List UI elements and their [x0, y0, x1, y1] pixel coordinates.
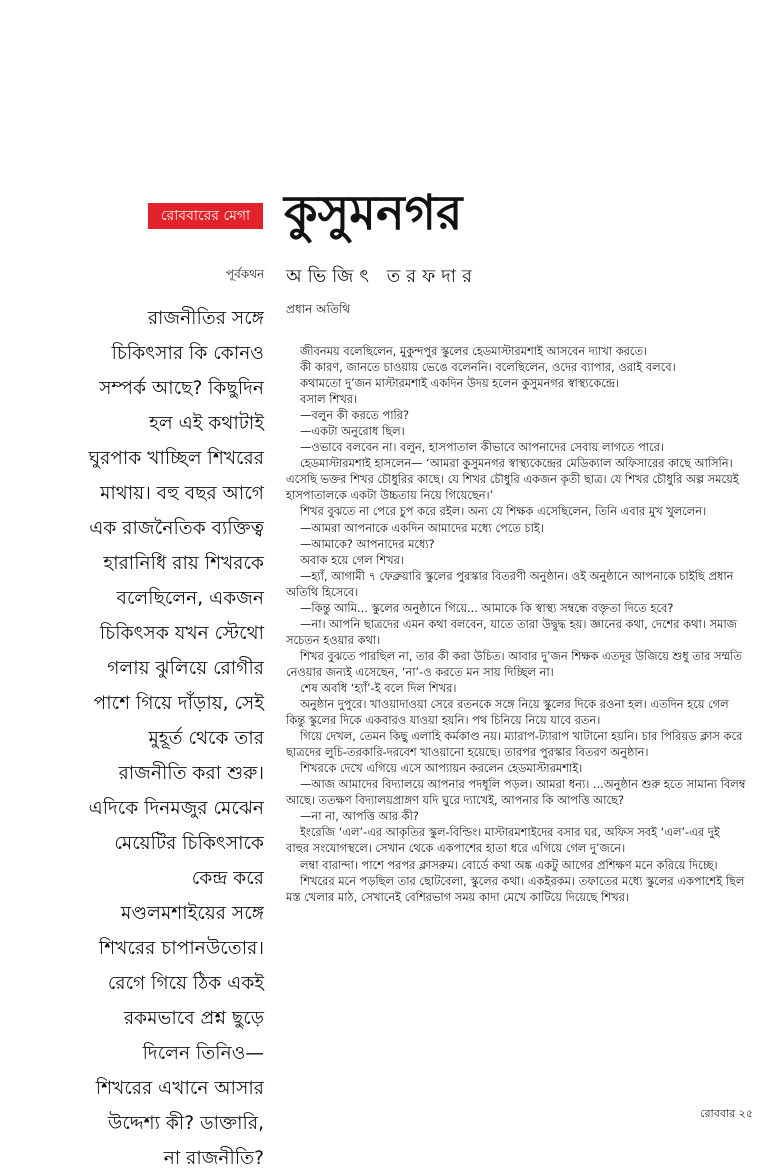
body-paragraph: শিখর বুঝতে না পেরে চুপ করে রইল। অন্য যে শিক্ষক এসেছিলেন, তিনি এবার মুখ খুললেন। — [300, 504, 707, 519]
summary-line: মণ্ডলমশাইয়ের সঙ্গে — [121, 903, 264, 924]
body-paragraph: লম্বা বারান্দা। পাশে পরপর ক্লাসরুম। বোর্ডে কথা অঙ্ক একটু আগের প্রশিক্ষণ মনে করিয়ে দিচ্ছে। — [300, 857, 718, 872]
summary-line: রাজনীতির সঙ্গে — [147, 308, 264, 329]
story-title: কুসুমনগর — [284, 185, 463, 241]
summary-line: হল এই কথাটাই — [149, 413, 264, 434]
body-paragraph: গিয়ে দেখল, তেমন কিছু এলাহি কর্মকাণ্ড নয়। ম্যারাপ-ট্যারাপ খাটানো হয়নি। চার পিরিয়ড ক্লাস করে ছাত্রদের লুচি-তরকারি-দরবেশ খাওয়ানো হয়েছে। তারপর পুরস্কার বিতরণ অনুষ্ঠান। — [286, 729, 743, 760]
author-name: অভিজিৎ তরফদার — [286, 266, 478, 287]
summary-line: এক রাজনৈতিক ব্যক্তিত্ব — [89, 518, 264, 539]
body-paragraph: হেডমাস্টারমশাই হাসলেন— ‘আমরা কুসুমনগর স্বাস্থ্যকেন্দ্রের মেডিক্যাল অফিসারের কাছে আসিনি। এসেছি ভক্তর শিখর চৌধুরির কাছে। যে শিখর চৌধুরি একজন কৃতী ছাত্র। যে শিখর চৌধুরি অল্প সময়েই হাসপাতালকে একটা উচ্চতায় নিয়ে গিয়েছেন।’ — [286, 456, 739, 503]
body-paragraph: —আমাকে? আপনাদের মধ্যে? — [300, 536, 435, 551]
body-paragraph: জীবনময় বলেছিলেন, মুকুন্দপুর স্কুলের হেডমাস্টারমশাই আসবেন দ্যাখা করতে। — [300, 344, 648, 358]
summary-line: দিলেন তিনিও— — [142, 1043, 264, 1064]
summary-line: মাথায়। বহু বছর আগে — [100, 483, 264, 504]
summary-line: গলায় ঝুলিয়ে রোগীর — [107, 658, 264, 679]
body-paragraph: —হ্যাঁ, আগামী ৭ ফেব্রুয়ারি স্কুলের পুরস্কার বিতরণী অনুষ্ঠান। ওই অনুষ্ঠানে আপনাকে চাইছি প্রধান অতিথি হিসেবে। — [286, 568, 734, 599]
body-paragraph: —না না, আপত্তি আর কী? — [300, 809, 419, 824]
summary-line: মুহূর্ত থেকে তার — [148, 728, 264, 749]
summary-line: উদ্দেশ্য কী? ডাক্তারি, — [107, 1113, 264, 1134]
summary-line: সম্পর্ক আছে? কিছুদিন — [99, 378, 264, 399]
body-paragraph: অবাক হয়ে গেল শিখর। — [300, 552, 405, 567]
chapter-title: প্রধান অতিথি — [286, 302, 351, 316]
summary-line: রেগে গিয়ে ঠিক একই — [107, 973, 264, 994]
body-paragraph: বসাল শিখর। — [300, 392, 358, 407]
summary-line: চিকিৎসক যখন স্টেথো — [99, 623, 264, 644]
summary-line: মেয়েটির চিকিৎসাকে — [114, 833, 264, 854]
summary-line: রাজনীতি করা শুরু। — [118, 763, 264, 784]
summary-line: পাশে গিয়ে দাঁড়ায়, সেই — [93, 693, 264, 714]
article-body — [286, 343, 746, 905]
summary-line: চিকিৎসার কি কোনও — [111, 343, 264, 364]
section-banner: রোববারের মেগা — [148, 203, 263, 229]
summary-line: শিখরের চাপানউতোর। — [98, 938, 264, 959]
summary-line: না রাজনীতি? — [163, 1148, 264, 1169]
body-paragraph: —একটা অনুরোধ ছিল। — [300, 424, 405, 439]
body-paragraph: —বলুন কী করতে পারি? — [300, 408, 410, 423]
body-paragraph: কথামতো দু’জন মাস্টারমশাই একদিন উদয় হলেন কুসুমনগর স্বাস্থ্যকেন্দ্রে। — [300, 376, 620, 391]
summary-line: শিখরের এখানে আসার — [95, 1078, 264, 1099]
summary-line: ঘুরপাক খাচ্ছিল শিখরের — [88, 448, 264, 469]
body-paragraph: শেষ অবধি ‘হ্যাঁ’-ই বলে দিল শিখর। — [300, 680, 457, 695]
body-paragraph: অনুষ্ঠান দুপুরে। খাওয়াদাওয়া সেরে রতনকে সঙ্গে নিয়ে স্কুলের দিকে রওনা হল। এতদিন হয়ে গেল কিন্তু স্কুলের দিকে একবারও যাওয়া হয়নি। পথ চিনিয়ে নিয়ে যাবে রতন। — [286, 697, 729, 728]
body-paragraph: কী কারণ, জানতে চাওয়ায় ভেঙে বলেননি। বলেছিলেন, ওদের ব্যাপার, ওরাই বলবে। — [300, 360, 676, 375]
body-paragraph: —ওভাবে বলবেন না। বলুন, হাসপাতাল কীভাবে আপনাদের সেবায় লাগতে পারে। — [300, 440, 664, 455]
body-paragraph: —আজ আমাদের বিদ্যালয়ে আপনার পদধূলি পড়ল। আমরা ধন্য। ...অনুষ্ঠান শুরু হতে সামান্য বিলম্ব আছে। ততক্ষণ বিদ্যালয়প্রাঙ্গণ যদি ঘুরে দ্যাখেই, আপনার কি আপত্তি আছে? — [286, 777, 746, 808]
summary-line: বলেছিলেন, একজন — [116, 588, 264, 609]
body-paragraph: শিখরের মনে পড়ছিল তার ছোটবেলা, স্কুলের কথা। একইরকম। তফাতের মধ্যে স্কুলের একপাশেই ছিল মস্ত খেলার মাঠ, সেখানেই বেশিরভাগ সময় কাদা মেখে কাটিয়ে দিয়েছে শিখর। — [286, 873, 745, 904]
page-folio: রোববার ২৫ — [700, 1107, 753, 1120]
body-paragraph: শিখরকে দেখে এগিয়ে এসে আপ্যায়ন করলেন হেডমাস্টারমশাই। — [300, 761, 583, 776]
summary-line: রকমভাবে প্রশ্ন ছুড়ে — [123, 1008, 264, 1029]
body-paragraph: —আমরা আপনাকে একদিন আমাদের মধ্যে পেতে চাই। — [300, 520, 544, 535]
body-paragraph: —না। আপনি ছাত্রদের এমন কথা বলবেন, যাতে তারা উদ্বুদ্ধ হয়। জ্ঞানের কথা, দেশের কথা। সমাজ সচেতন হওয়ার কথা। — [286, 616, 737, 647]
summary-column — [12, 301, 264, 1176]
body-paragraph: শিখর বুঝতে পারছিল না, তার কী করা উচিত। আবার দু’জন শিক্ষক এতদূর উজিয়ে শুধু তার সম্মতি নেওয়ার জন্যই এসেছেন, ‘না’-ও করতে মন সায় দিচ্ছিল না। — [286, 648, 742, 679]
summary-line: এদিকে দিনমজুর মেঝেন — [88, 798, 264, 819]
previously-label: পূর্বকথন — [226, 267, 265, 281]
body-paragraph: —কিন্তু আমি... স্কুলের অনুষ্ঠানে গিয়ে... আমাকে কি স্বাস্থ্য সম্বন্ধে বক্তৃতা দিতে হবে? — [300, 600, 674, 615]
summary-line: হারানিধি রায় শিখরকে — [103, 553, 264, 574]
summary-line: কেন্দ্র করে — [191, 868, 264, 889]
body-paragraph: ইংরেজি ‘এল’-এর আকৃতির স্কুল-বিল্ডিং। মাস্টারমশাইদের বসার ঘর, অফিস সবই ‘এল’-এর দুই বাহুর সংযোগস্থলে। সেখান থেকে একপাশের হাতা ধরে এগিয়ে গেল দু’জনে। — [286, 825, 720, 856]
